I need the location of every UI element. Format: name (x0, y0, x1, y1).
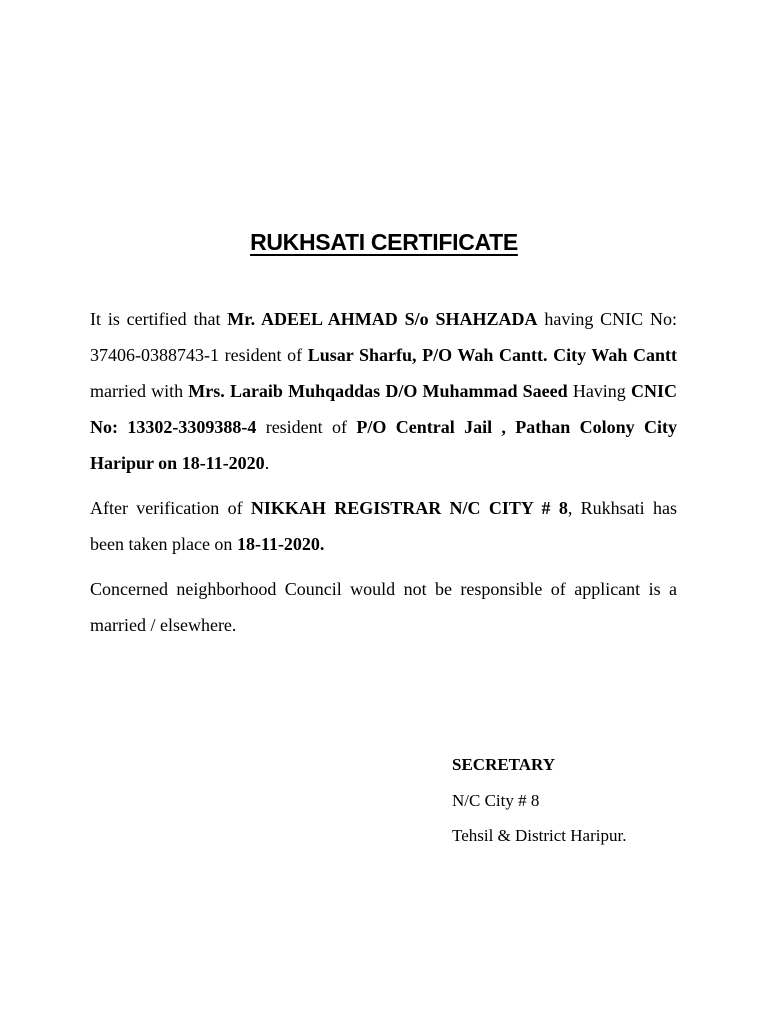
certificate-paragraph-3: Concerned neighborhood Council would not be responsible of applicant is a married / elsewhere. (90, 579, 677, 635)
p2-text-1: After verification of (90, 498, 251, 518)
groom-address: Lusar Sharfu, P/O Wah Cantt. City Wah Cantt (307, 345, 677, 365)
bride-cnic: CNIC No: 13302-3309388-4 (90, 381, 677, 437)
certificate-paragraph-2 (90, 490, 677, 562)
signature-council: N/C City # 8 (452, 791, 540, 810)
p1-text-4: Having (567, 381, 631, 401)
rukhsati-date: 18-11-2020. (236, 534, 325, 554)
nikkah-registrar: NIKKAH REGISTRAR N/C CITY # 8 (250, 498, 568, 518)
bride-address: P/O Central Jail , Pathan Colony City Haripur on 18-11-2020 (90, 417, 678, 473)
certificate-paragraph-1 (90, 301, 677, 481)
certificate-title-text: RUKHSATI CERTIFICATE (250, 229, 518, 255)
signature-designation: SECRETARY (452, 755, 555, 774)
certificate-title (0, 226, 768, 258)
p1-text-6: . (264, 453, 270, 473)
signature-location: Tehsil & District Haripur. (452, 826, 627, 845)
p1-text-2: having CNIC No: 37406-0388743-1 resident of (90, 309, 677, 365)
p1-text-3: married with (90, 381, 189, 401)
p1-text-5: resident of (256, 417, 357, 437)
bride-name: Mrs. Laraib Muhqaddas D/O Muhammad Saeed (188, 381, 568, 401)
p2-text-2: , Rukhsati has been taken place on (90, 498, 677, 554)
p1-text-1: It is certified that (90, 309, 228, 329)
groom-name: Mr. ADEEL AHMAD S/o SHAHZADA (227, 309, 538, 329)
